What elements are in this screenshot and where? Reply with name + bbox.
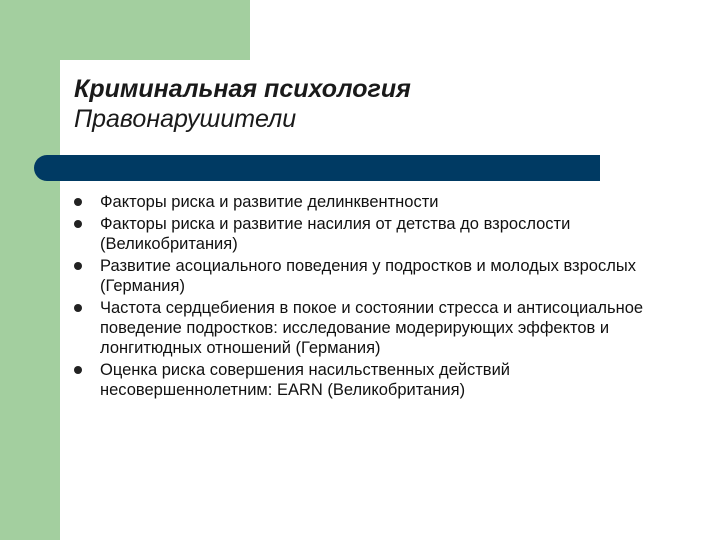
bullet-dot-icon	[74, 304, 82, 312]
decorative-green-column	[0, 0, 60, 540]
bullet-item	[74, 256, 674, 296]
bullet-dot-icon	[74, 198, 82, 206]
bullet-item	[74, 298, 674, 358]
bullet-text: Оценка риска совершения насильственных действий несовершеннолетним: EARN (Великобритания)	[100, 361, 511, 399]
bullet-dot-icon	[74, 366, 82, 374]
bullet-text: Развитие асоциального поведения у подростков и молодых взрослых (Германия)	[100, 257, 636, 295]
bullet-text: Частота сердцебиения в покое и состоянии стресса и антисоциальное поведение подростков: исследование модерирующих эффектов и лонгитюдных отношений (Германия)	[100, 299, 644, 357]
title-divider-bar	[34, 155, 600, 181]
bullet-text: Факторы риска и развитие делинквентности	[100, 193, 439, 211]
slide-title-main: Криминальная психология	[74, 75, 411, 103]
bullet-item	[74, 214, 674, 254]
slide-subtitle: Правонарушители	[74, 105, 297, 133]
bullet-dot-icon	[74, 262, 82, 270]
bullet-list	[74, 192, 674, 402]
slide-title	[74, 74, 674, 134]
bullet-item	[74, 192, 674, 212]
bullet-text: Факторы риска и развитие насилия от детства до взрослости (Великобритания)	[100, 215, 571, 253]
bullet-dot-icon	[74, 220, 82, 228]
bullet-item	[74, 360, 674, 400]
